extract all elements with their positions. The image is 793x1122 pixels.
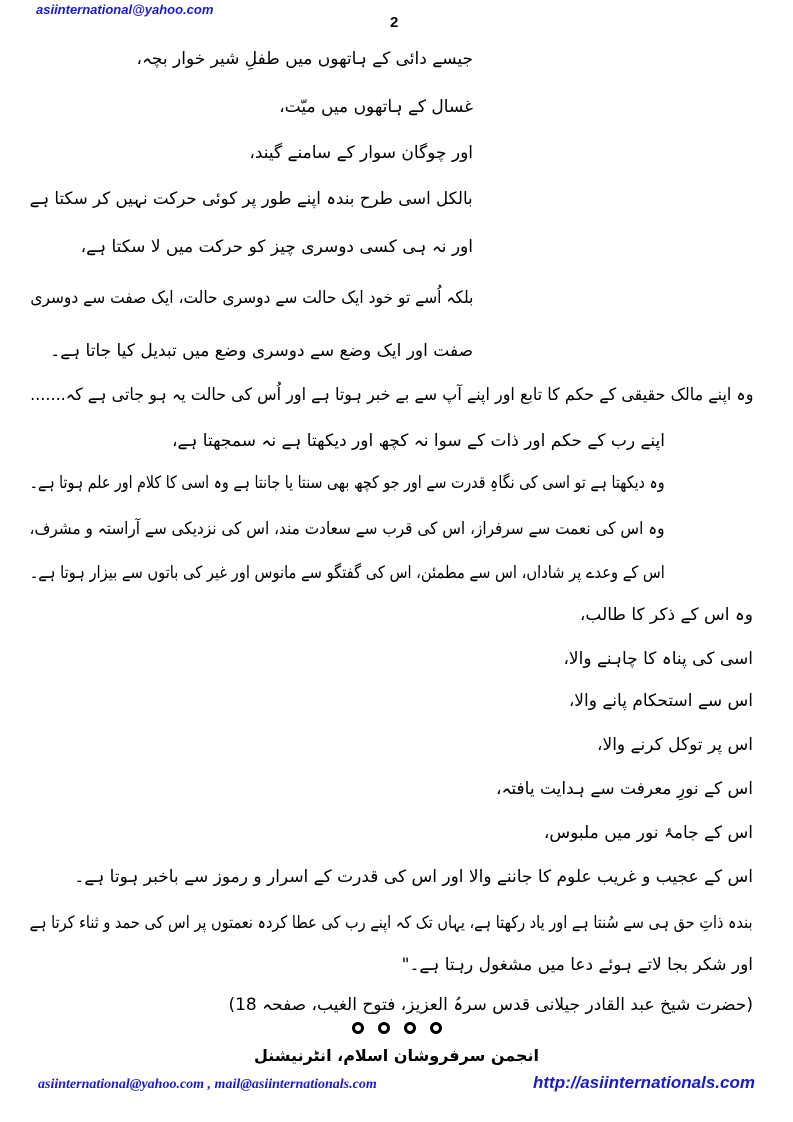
ornament-icon bbox=[352, 1022, 364, 1034]
header-email[interactable]: asiinternational@yahoo.com bbox=[36, 2, 214, 17]
verse-line-1: جیسے دائی کے ہاتھوں میں طفلِ شیر خوار بچہ، bbox=[136, 49, 473, 69]
organization-name: انجمن سرفروشان اسلام، انٹرنیشنل bbox=[253, 1046, 540, 1065]
ornament-divider bbox=[352, 1022, 442, 1036]
closing-line-1: بندہ ذاتِ حق ہی سے سُنتا ہے اور یاد رکھتا ہے، یہاں تک کہ اپنے رب کی عطا کردہ نعمتوں پر اس کی حمد و ثناء کرتا ہے bbox=[30, 913, 753, 933]
paragraph-line-2: اپنے رب کے حکم اور ذات کے سوا نہ کچھ اور دیکھتا ہے نہ سمجھتا ہے، bbox=[171, 431, 665, 451]
verse-line-5: اور نہ ہی کسی دوسری چیز کو حرکت میں لا سکتا ہے، bbox=[80, 237, 473, 257]
list-item-6: اس کے جامۂ نور میں ملبوس، bbox=[543, 823, 753, 843]
ornament-icon bbox=[378, 1022, 390, 1034]
closing-line-2: اور شکر بجا لاتے ہوئے دعا میں مشغول رہتا ہے۔" bbox=[401, 955, 753, 975]
verse-line-6: بلکہ اُسے تو خود ایک حالت سے دوسری حالت، ایک صفت سے دوسری bbox=[29, 288, 473, 308]
list-item-5: اس کے نورِ معرفت سے ہدایت یافتہ، bbox=[495, 779, 753, 799]
list-item-1: وہ اس کے ذکر کا طالب، bbox=[579, 605, 753, 625]
verse-line-4: بالکل اسی طرح بندہ اپنے طور پر کوئی حرکت نہیں کر سکتا ہے bbox=[29, 189, 473, 209]
verse-line-7: صفت اور ایک وضع سے دوسری وضع میں تبدیل کیا جاتا ہے۔ bbox=[50, 341, 473, 361]
list-item-3: اس سے استحکام پانے والا، bbox=[568, 691, 753, 711]
list-item-2: اسی کی پناہ کا چاہنے والا، bbox=[563, 649, 753, 669]
page-number: 2 bbox=[390, 14, 399, 31]
footer-website-link[interactable]: http://asiinternationals.com bbox=[533, 1073, 755, 1092]
verse-line-3: اور چوگان سوار کے سامنے گیند، bbox=[249, 143, 473, 163]
paragraph-line-3: وہ دیکھتا ہے تو اسی کی نگاہِ قدرت سے اور جو کچھ بھی سنتا یا جانتا ہے وہ اسی کا کلام اور علم ہوتا ہے۔ bbox=[30, 473, 665, 493]
ornament-icon bbox=[430, 1022, 442, 1034]
list-item-7: اس کے عجیب و غریب علوم کا جاننے والا اور اس کی قدرت کے اسرار و رموز سے باخبر ہوتا ہے۔ bbox=[74, 867, 753, 887]
ornament-icon bbox=[404, 1022, 416, 1034]
paragraph-line-4: وہ اس کی نعمت سے سرفراز، اس کی قرب سے سعادت مند، اس کی نزدیکی سے آراستہ و مشرف، bbox=[29, 519, 665, 539]
verse-line-2: غسال کے ہاتھوں میں میّت، bbox=[279, 97, 473, 117]
list-item-4: اس پر توکل کرنے والا، bbox=[597, 735, 753, 755]
footer-emails[interactable]: asiinternational@yahoo.com , mail@asiinternationals.com bbox=[38, 1077, 377, 1092]
paragraph-line-5: اس کے وعدے پر شاداں، اس سے مطمئن، اس کی گفتگو سے مانوس اور غیر کی باتوں سے بیزار ہوتا ہے۔ bbox=[29, 563, 665, 583]
paragraph-line-1: وہ اپنے مالک حقیقی کے حکم کا تابع اور اپنے آپ سے بے خبر ہوتا ہے اور اُس کی حالت یہ ہو جاتی ہے کہ....... bbox=[29, 385, 753, 405]
citation: (حضرت شیخ عبد القادر جیلانی قدس سرہُ العزیز، فتوح الغیب، صفحہ 18) bbox=[228, 995, 753, 1015]
